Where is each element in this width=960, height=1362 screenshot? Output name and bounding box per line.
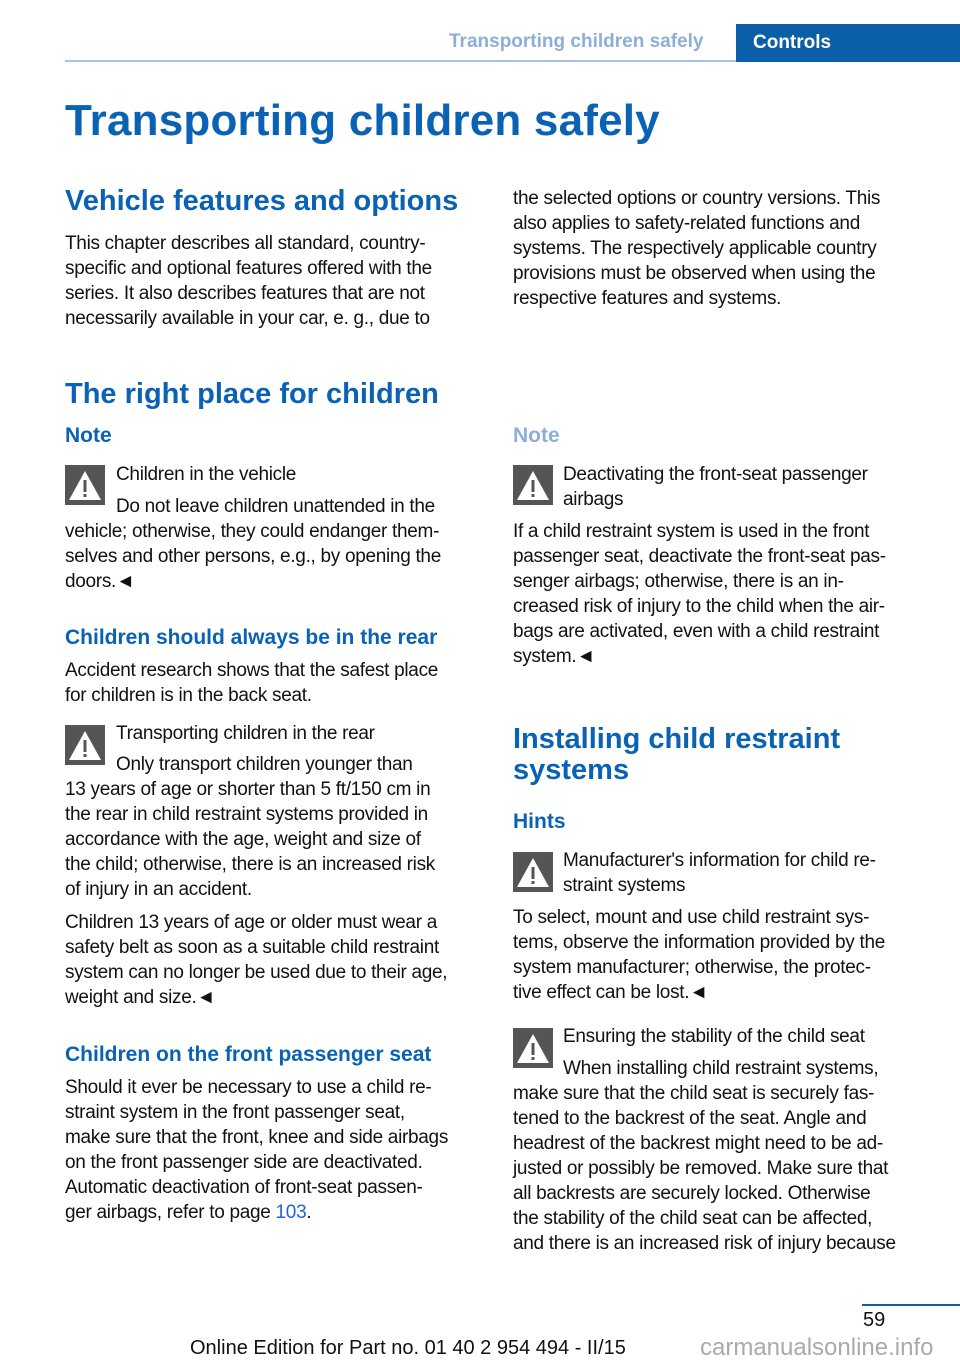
heading-vehicle-features: Vehicle features and options [65, 185, 459, 217]
paragraph-older-children: Children 13 years of age or older must wear a safety belt as soon as a suitable child restraint system can no longer be used due to their age, weight and size.◄ [65, 912, 448, 1008]
note-label: Note [513, 424, 560, 447]
warning-text: make sure that the child seat is securely fas- tened to the backrest of the seat. Angle and headrest of the backrest might need to be ad- justed or possibly be removed. Make sure that all backrests are securely locked. Otherwise the stability of the child seat can be affected, and there is an increased risk of injury because [513, 1083, 896, 1254]
warning-icon [65, 725, 105, 765]
warning-icon [513, 852, 553, 892]
warning-title: Children in the vehicle [116, 464, 297, 485]
paragraph-rear: Accident research shows that the safest place for children is in the back seat. [65, 660, 439, 706]
header-divider [65, 60, 736, 62]
heading-installing: Installing child restraint systems [513, 723, 841, 786]
warning-text: vehicle; otherwise, they could endanger them- selves and other persons, e.g., by opening the doors.◄ [65, 521, 441, 592]
page-number: 59 [863, 1309, 886, 1331]
footer-divider [862, 1304, 960, 1306]
warning-icon [65, 465, 105, 505]
header-tab-controls[interactable]: Controls [736, 24, 960, 62]
warning-text: 13 years of age or shorter than 5 ft/150 cm in the rear in child restraint systems provided in accordance with the age, weight and size of the child; otherwise, there is an increased risk of injury in an accident. [65, 779, 436, 900]
warning-text: Only transport children younger than [116, 754, 413, 775]
page-title: Transporting children safely [65, 96, 660, 145]
heading-front-passenger: Children on the front passenger seat [65, 1043, 432, 1066]
warning-text: To select, mount and use child restraint sys- tems, observe the information provided by the system manufacturer; otherwise, the protec- tive effect can be lost.◄ [513, 907, 885, 1003]
warning-title: Deactivating the front-seat passenger airbags [563, 464, 868, 510]
footer-edition: Online Edition for Part no. 01 40 2 954 494 - II/15 [190, 1337, 626, 1359]
paragraph-vehicle-features: This chapter describes all standard, country- specific and optional features offered with the series. It also describes features that are not necessarily available in your car, e. g., due to [65, 233, 432, 329]
warning-icon [513, 1028, 553, 1068]
warning-text: If a child restraint system is used in the front passenger seat, deactivate the front-seat pas- senger airbags; otherwise, there is an in- creased risk of injury to the child when the air- bags are activated, even with a child restraint system.◄ [513, 521, 886, 667]
header-section-title: Transporting children safely [449, 31, 704, 52]
warning-title: Manufacturer's information for child re- straint systems [563, 850, 876, 896]
heading-children-rear: Children should always be in the rear [65, 626, 438, 649]
warning-text: Do not leave children unattended in the [116, 496, 435, 517]
warning-title: Ensuring the stability of the child seat [563, 1026, 865, 1047]
hints-label: Hints [513, 810, 566, 833]
note-label: Note [65, 424, 112, 447]
warning-text: When installing child restraint systems, [563, 1058, 879, 1079]
warning-title: Transporting children in the rear [116, 723, 375, 744]
paragraph-vehicle-features-cont: the selected options or country versions. This also applies to safety-related functions and systems. The respectively applicable country provisions must be observed when using the respective features and systems. [513, 188, 881, 309]
paragraph-front-passenger: Should it ever be necessary to use a child re- straint system in the front passenger seat, make sure that the front, knee and side airbags on the front passenger side are deactivated. Automatic deactivation of front-seat passen- ger airbags, refer to page 103. [65, 1077, 449, 1223]
heading-right-place: The right place for children [65, 378, 439, 410]
watermark: carmanualsonline.info [700, 1334, 934, 1361]
warning-icon [513, 465, 553, 505]
page-link[interactable]: 103 [275, 1202, 307, 1223]
